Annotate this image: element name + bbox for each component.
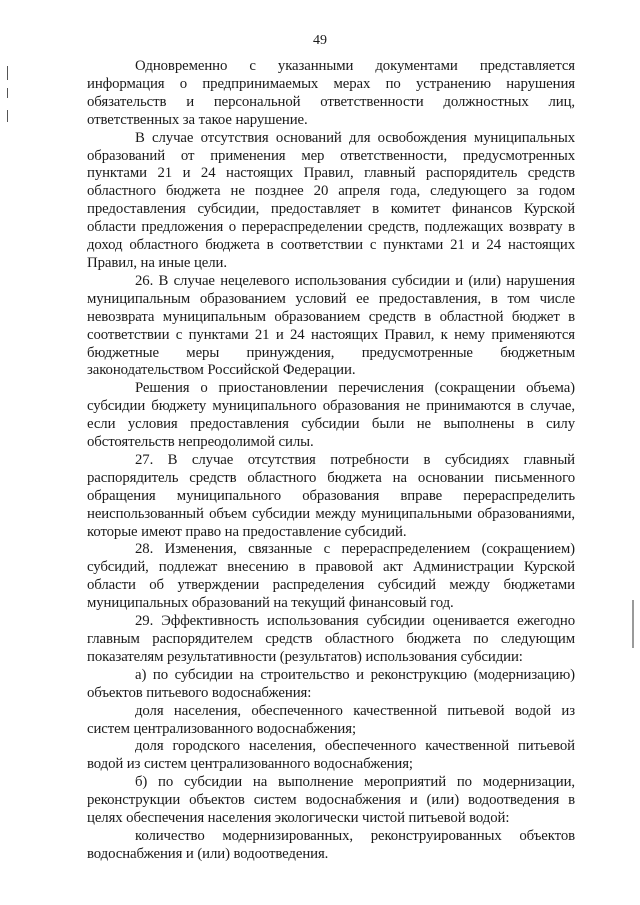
paragraph: б) по субсидии на выполнение мероприятий по модернизации, реконструкции объектов систем водоснабжения и (или) водоотведения в целях обеспечения населения экологически чистой питьевой водой: (87, 774, 575, 827)
paragraph: доля городского населения, обеспеченного качественной питьевой водой из систем централизованного водоснабжения; (87, 738, 575, 773)
paragraph: В случае отсутствия оснований для освобождения муниципальных образований от применения мер ответственности, предусмотренных пунктами 21 и 24 настоящих Правил, главный распорядитель средств областного бюджета не позднее 20 апреля года, следующего за годом предоставления субсидии, предоставляет в комитет финансов Курской области предложения о перераспределении средств, подлежащих возврату в доход областного бюджета в соответствии с пунктами 21 и 24 настоящих Правил, на иные цели. (87, 129, 575, 271)
paragraph: Решения о приостановлении перечисления (сокращении объема) субсидии бюджету муниципального образования не принимаются в случае, если условия предоставления субсидии были не выполнены в силу обстоятельств непреодолимой силы. (87, 380, 575, 451)
paragraph: 27. В случае отсутствия потребности в субсидиях главный распорядитель средств областного бюджета на основании письменного обращения муниципального образования вправе перераспределить неиспользованный объем субсидии между муниципальными образованиями, которые имеют право на предоставление субсидий. (87, 451, 575, 540)
paragraph: 29. Эффективность использования субсидии оценивается ежегодно главным распорядителем средств областного бюджета по следующим показателям результативности (результатов) использования субсидии: (87, 613, 575, 665)
paragraph: 28. Изменения, связанные с перераспределением (сокращением) субсидий, подлежат внесению в правовой акт Администрации Курской области об утверждении распределения субсидий между бюджетами муниципальных образований на текущий финансовый год. (87, 541, 575, 612)
paragraph: 26. В случае нецелевого использования субсидии и (или) нарушения муниципальным образованием условий ее предоставления, в том числе невозврата муниципальным образованием средств в областной бюджет в соответствии с пунктами 21 и 24 настоящих Правил, к нему применяются бюджетные меры принуждения, предусмотренные бюджетным законодательством Российской Федерации. (87, 272, 575, 379)
scan-mark (7, 110, 8, 122)
paragraph: количество модернизированных, реконструированных объектов водоснабжения и (или) водоотведения. (87, 827, 575, 862)
page-number: 49 (313, 33, 327, 48)
scan-mark (7, 88, 8, 98)
scan-mark (632, 600, 634, 648)
scan-mark (7, 66, 8, 80)
paragraph: а) по субсидии на строительство и реконструкцию (модернизацию) объектов питьевого водоснабжения: (87, 666, 575, 701)
paragraph: доля населения, обеспеченного качественной питьевой водой из систем централизованного водоснабжения; (87, 702, 575, 737)
document-body (87, 58, 575, 864)
paragraph: Одновременно с указанными документами представляется информация о предпринимаемых мерах по устранению нарушения обязательств и персональной ответственности должностных лиц, ответственных за такое нарушение. (87, 58, 575, 128)
